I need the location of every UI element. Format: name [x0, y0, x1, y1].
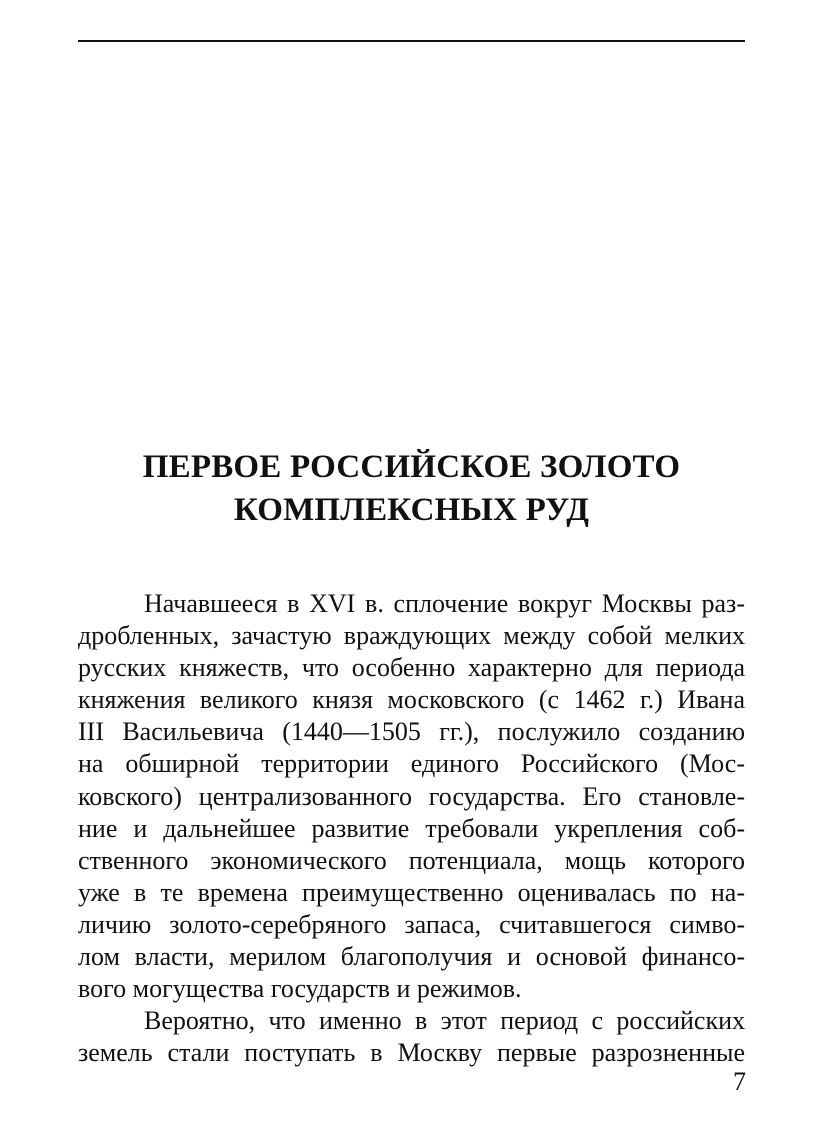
- text-line: земель стали поступать в Москву первые разрозненные: [78, 1038, 745, 1068]
- paragraph-1: [78, 588, 745, 1005]
- text-line: Вероятно, что именно в этот период с российских: [144, 1006, 745, 1036]
- page-number: 7: [733, 1067, 746, 1096]
- text-line: княжения великого князя московского (с 1462 г.) Ивана: [78, 685, 745, 715]
- text-line: Начавшееся в XVI в. сплочение вокруг Москвы раз-: [144, 589, 745, 618]
- text-line: личию золото-серебряного запаса, считавшегося симво-: [78, 909, 745, 939]
- text-line: ковского) централизованного государства. Его становле-: [78, 781, 745, 811]
- chapter-title: [78, 446, 745, 532]
- text-line: ственного экономического потенциала, мощь которого: [78, 845, 745, 875]
- text-line: лом власти, мерилом благополучия и основой финансо-: [78, 942, 745, 972]
- text-line: русских княжеств, что особенно характерно для периода: [78, 653, 745, 683]
- text-line: III Васильевича (1440—1505 гг.), послужило созданию: [78, 717, 745, 747]
- body-text: [78, 588, 745, 1069]
- header-rule: [78, 40, 745, 42]
- text-line: уже в те времена преимущественно оценивалась по на-: [78, 877, 745, 907]
- paragraph-2: [78, 1005, 745, 1069]
- chapter-title-line-2: КОМПЛЕКСНЫХ РУД: [233, 492, 590, 528]
- text-line: ние и дальнейшее развитие требовали укрепления соб-: [78, 813, 745, 843]
- text-line: на обширной территории единого Российского (Мос-: [78, 749, 745, 779]
- text-line: вого могущества государств и режимов.: [78, 974, 522, 1004]
- chapter-title-line-1: ПЕРВОЕ РОССИЙСКОЕ ЗОЛОТО: [142, 449, 681, 485]
- text-line: дробленных, зачастую враждующих между собой мелких: [78, 621, 745, 651]
